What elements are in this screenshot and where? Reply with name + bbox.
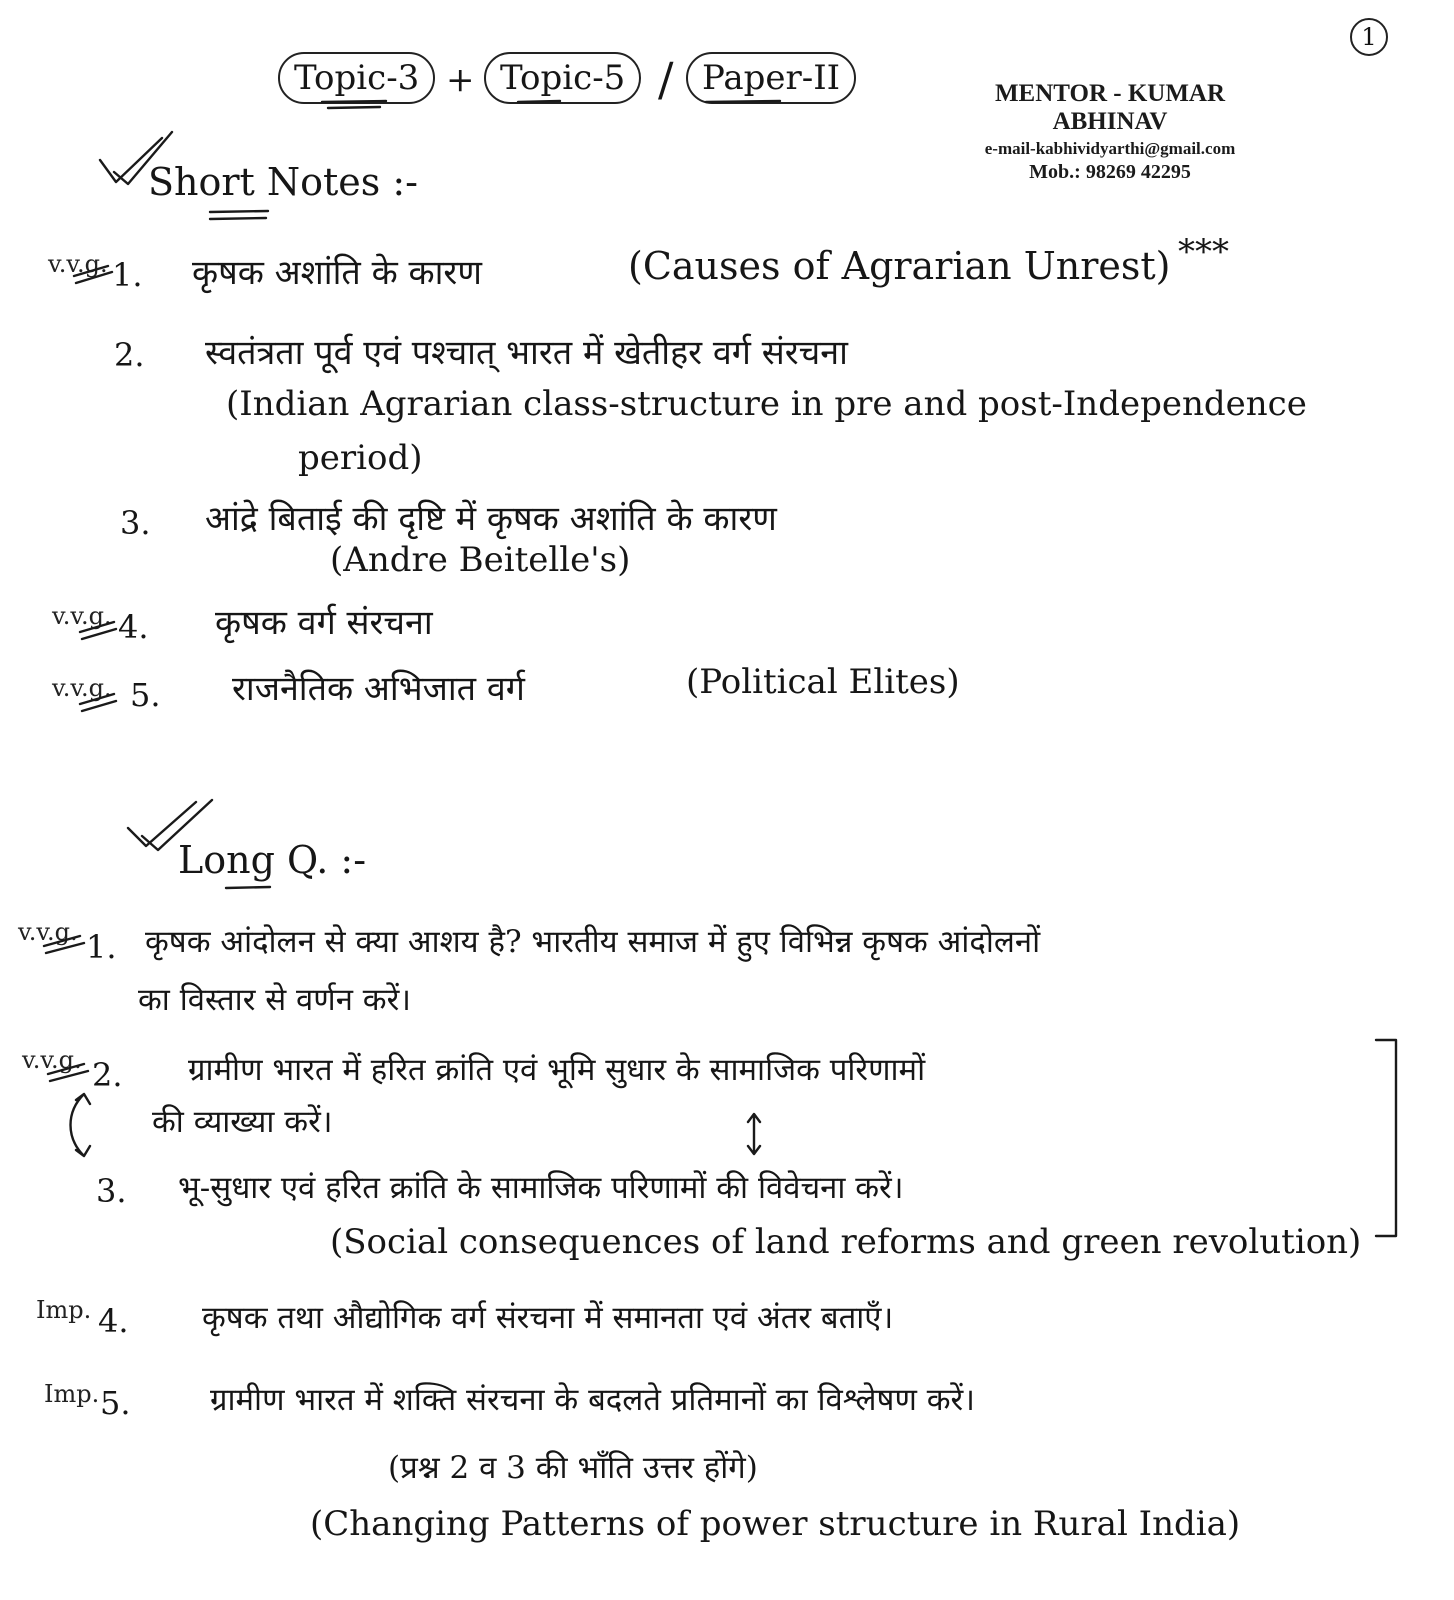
short-note-2-number: 2. bbox=[114, 336, 145, 374]
long-q-heading: Long Q. :- bbox=[178, 838, 367, 882]
long-q-2-number: 2. bbox=[92, 1056, 123, 1094]
right-bracket bbox=[1376, 1040, 1396, 1236]
vertical-double-arrow-icon bbox=[748, 1114, 760, 1154]
short-note-3-english: (Andre Beitelle's) bbox=[330, 540, 631, 580]
long-q-1-text-cont: का विस्तार से वर्णन करें। bbox=[138, 982, 412, 1018]
long-q-5-english: (Changing Patterns of power structure in Rural India) bbox=[310, 1504, 1241, 1544]
curved-double-arrow-icon bbox=[71, 1094, 91, 1156]
long-q-4-mark: Imp. bbox=[36, 1296, 92, 1324]
long-q-2-text-cont: की व्याख्या करें। bbox=[152, 1104, 333, 1140]
topic-3-label: Topic-3 bbox=[278, 52, 435, 104]
short-note-4-number: 4. bbox=[118, 608, 149, 646]
page-number: 1 bbox=[1350, 18, 1388, 56]
long-q-1-text: कृषक आंदोलन से क्या आशय है? भारतीय समाज में हुए विभिन्न कृषक आंदोलनों bbox=[145, 924, 1041, 960]
long-q-5-text: ग्रामीण भारत में शक्ति संरचना के बदलते प्रतिमानों का विश्लेषण करें। bbox=[210, 1382, 975, 1418]
long-q-2-mark: v.v.g. bbox=[22, 1046, 82, 1074]
long-q-4-number: 4. bbox=[98, 1302, 129, 1340]
short-note-2-english: (Indian Agrarian class-structure in pre and post-Independence bbox=[226, 384, 1307, 424]
short-notes-heading: Short Notes :- bbox=[148, 160, 419, 204]
long-q-3-text: भू-सुधार एवं हरित क्रांति के सामाजिक परिणामों की विवेचना करें। bbox=[178, 1170, 904, 1206]
mentor-stamp bbox=[940, 80, 1280, 184]
short-note-1-number: 1. bbox=[112, 256, 143, 294]
long-q-3-english: (Social consequences of land reforms and green revolution) bbox=[330, 1222, 1362, 1262]
long-q-4-text: कृषक तथा औद्योगिक वर्ग संरचना में समानता एवं अंतर बताएँ। bbox=[202, 1300, 894, 1336]
short-note-2-text: स्वतंत्रता पूर्व एवं पश्चात् भारत में खेतीहर वर्ग संरचना bbox=[205, 333, 848, 373]
long-q-5-mark: Imp. bbox=[44, 1380, 100, 1408]
short-note-1-stars: *** bbox=[1178, 232, 1229, 272]
long-q-2-text: ग्रामीण भारत में हरित क्रांति एवं भूमि सुधार के सामाजिक परिणामों bbox=[188, 1052, 926, 1088]
short-note-1-mark: v.v.g. bbox=[48, 250, 108, 278]
short-note-1-text: कृषक अशांति के कारण bbox=[192, 253, 482, 293]
short-notes-underline bbox=[210, 211, 268, 219]
short-note-2-english-cont: period) bbox=[298, 438, 423, 478]
long-q-5-number: 5. bbox=[100, 1384, 131, 1422]
mentor-name: MENTOR - KUMAR ABHINAV bbox=[994, 80, 1226, 135]
short-note-5-english: (Political Elites) bbox=[686, 662, 960, 702]
mentor-email: e-mail-kabhividyarthi@gmail.com bbox=[984, 139, 1236, 158]
long-q-1-mark: v.v.g. bbox=[18, 918, 78, 946]
mentor-mobile: Mob.: 98269 42295 bbox=[1029, 161, 1191, 183]
short-note-4-text: कृषक वर्ग संरचना bbox=[215, 603, 433, 643]
slash-separator: / bbox=[658, 52, 674, 106]
short-note-3-number: 3. bbox=[120, 504, 151, 542]
long-q-3-number: 3. bbox=[96, 1172, 127, 1210]
short-note-5-number: 5. bbox=[130, 676, 161, 714]
short-note-5-mark: v.v.g. bbox=[52, 674, 112, 702]
paper-2-label: Paper-II bbox=[686, 52, 856, 104]
long-q-heading-underline bbox=[226, 887, 270, 888]
short-note-3-text: आंद्रे बिताई की दृष्टि में कृषक अशांति के कारण bbox=[205, 499, 777, 539]
short-note-4-mark: v.v.g. bbox=[52, 602, 112, 630]
long-q-1-number: 1. bbox=[86, 928, 117, 966]
short-note-5-text: राजनैतिक अभिजात वर्ग bbox=[232, 669, 525, 709]
short-note-1-english: (Causes of Agrarian Unrest) bbox=[628, 244, 1171, 288]
long-q-5-note: (प्रश्न 2 व 3 की भाँति उत्तर होंगे) bbox=[388, 1450, 758, 1486]
plus-sign: + bbox=[446, 60, 475, 100]
topic-5-label: Topic-5 bbox=[484, 52, 641, 104]
